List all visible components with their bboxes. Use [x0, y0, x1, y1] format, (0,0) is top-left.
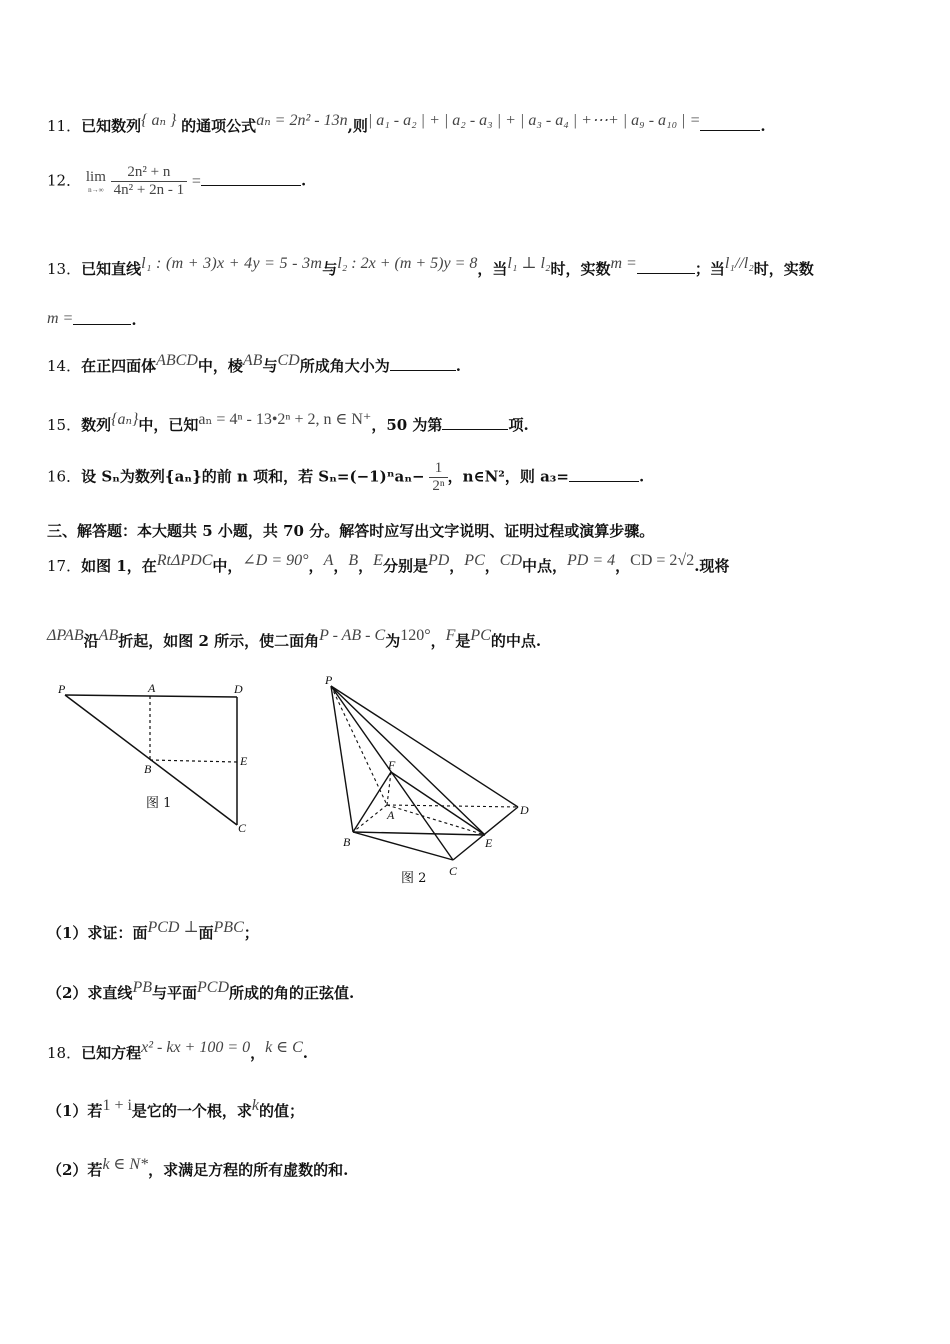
label-P: P [58, 682, 66, 696]
answer-blank[interactable] [569, 467, 639, 482]
q14-text: 与 [262, 357, 278, 375]
edge-AB [353, 805, 387, 832]
q17-math: PC [470, 627, 491, 644]
q12-num: 12． [47, 171, 82, 190]
q15-text: 中，已知 [138, 416, 199, 434]
q16-text: 设 Sₙ为数列{aₙ}的前 n 项和，若 Sₙ=(−1)ⁿaₙ− [81, 467, 425, 486]
q16-num: 16． [47, 467, 82, 486]
q17-math: E [373, 552, 383, 569]
q17-num: 17． [47, 557, 82, 575]
q13-end: . [131, 311, 137, 329]
edge-BE [150, 760, 237, 762]
q17-math: 120° [400, 627, 431, 644]
q14-end: . [455, 357, 461, 375]
q17-math: CD [499, 552, 522, 569]
q17-math: P - AB - C [319, 627, 386, 644]
q11-math: aₙ = 2n² - 13n [256, 112, 348, 129]
q18-text: 已知方程 [81, 1044, 142, 1062]
q17-text: 分别是 [382, 557, 428, 575]
answer-blank[interactable] [201, 171, 301, 186]
q14-text: 在正四面体 [81, 357, 157, 375]
q11 [47, 112, 766, 136]
q13-num: 13． [47, 260, 82, 278]
q15-num: 15． [47, 416, 82, 434]
q14-num: 14． [47, 357, 82, 375]
q18-num: 18． [47, 1044, 82, 1062]
q17-math: PCD [197, 979, 230, 996]
label-C: C [238, 821, 247, 835]
label-A: A [387, 808, 395, 822]
q15-math: aₙ = 4ⁿ - 13•2ⁿ + 2, n ∈ N⁺ [198, 411, 372, 428]
answer-blank[interactable] [637, 259, 695, 274]
lim-sub: n→∞ [88, 186, 104, 194]
edge-FE [391, 772, 485, 835]
q17-math: PC [464, 552, 485, 569]
q13-math: m = [610, 255, 637, 272]
lim-label: lim [85, 169, 106, 185]
answer-blank[interactable] [390, 356, 456, 371]
q17-text: 沿 [83, 632, 99, 650]
q15-math: {aₙ} [111, 411, 139, 428]
label-B: B [343, 835, 351, 849]
q17-math: PBC [213, 919, 244, 936]
q16-fraction [429, 460, 447, 495]
frac-den: 2ⁿ [432, 478, 445, 494]
q18-text: 是它的一个根，求 [131, 1102, 252, 1120]
figure-2 [315, 672, 545, 887]
q18-part1 [47, 1097, 305, 1121]
q17-math: PD = 4 [567, 552, 616, 569]
q13-line2 [47, 310, 137, 330]
q13-text: 时，实数 [550, 260, 611, 278]
q14-math: CD [277, 352, 300, 369]
q17-text: 中， [212, 557, 243, 575]
q17-text: ， [308, 557, 324, 575]
q17-text: 是 [455, 632, 471, 650]
q15-text: 数列 [81, 416, 112, 434]
q15 [47, 411, 529, 435]
q18-text: （1）若 [47, 1102, 103, 1120]
q17-text: ； [243, 924, 259, 942]
q17-math: RtΔPDC [156, 552, 213, 569]
q16 [47, 460, 644, 495]
label-A: A [148, 681, 156, 695]
q17-text: 为 [385, 632, 401, 650]
frac-num: 2n² + n [111, 164, 187, 182]
q18-math: 1 + i [102, 1097, 132, 1114]
q17-math: A [323, 552, 334, 569]
q18-text: （2）若 [47, 1161, 103, 1179]
section-heading: 三、解答题：本大题共 5 小题，共 70 分。解答时应写出文字说明、证明过程或演算步骤。 [47, 522, 655, 540]
edge-BC [353, 832, 453, 860]
q17-math: CD = 2√2 [630, 552, 695, 569]
answer-blank[interactable] [442, 415, 508, 430]
edge-PB [331, 686, 353, 832]
q17-math: AB [98, 627, 119, 644]
q17-text: ， [615, 557, 631, 575]
label-F: F [388, 758, 396, 772]
q11-text: 的通项公式 [181, 117, 257, 135]
q12-eq: = [191, 172, 201, 190]
q17-math: F [445, 627, 456, 644]
label-B: B [144, 762, 152, 776]
q17-text: ， [484, 557, 500, 575]
q17-text: ， [333, 557, 349, 575]
q17 [47, 552, 730, 576]
label-E: E [485, 836, 493, 850]
q14-math: ABCD [156, 352, 198, 369]
q17-math: PB [132, 979, 152, 996]
edge-PE [331, 686, 485, 835]
q17-math: PCD ⊥ [147, 919, 199, 936]
q13-math: l₁//l₂ [724, 255, 754, 272]
q12-lim [86, 169, 106, 194]
q13-text: 与 [322, 260, 338, 278]
q18 [47, 1039, 309, 1063]
q17-text: ， [358, 557, 374, 575]
answer-blank[interactable] [700, 116, 760, 131]
caption-fig1: 图 1 [146, 796, 172, 811]
label-C: C [449, 864, 458, 878]
q18-math: k [251, 1097, 260, 1114]
q11-end: . [760, 117, 766, 135]
q12 [47, 164, 306, 199]
q16-end: . [638, 467, 645, 486]
answer-blank[interactable] [73, 310, 131, 325]
q11-num: 11． [47, 117, 82, 135]
q18-text: ， [250, 1044, 266, 1062]
q17-math: PD [427, 552, 450, 569]
q17-text: 面 [198, 924, 214, 942]
q17-text: 中点， [522, 557, 568, 575]
q17-text: .现将 [694, 557, 730, 575]
caption-fig2: 图 2 [401, 871, 427, 886]
q17-math: ∠D = 90° [242, 552, 309, 569]
edge-PD [65, 695, 237, 697]
q17-text: 的中点. [490, 632, 542, 650]
edge-AD [387, 805, 518, 807]
q16-text: ，n∈N²，则 a₃= [447, 467, 569, 486]
q18-math: k ∈ C [265, 1039, 303, 1056]
label-E: E [240, 754, 248, 768]
q17-text: （2）求直线 [47, 984, 133, 1002]
q13-text: ；当 [694, 260, 725, 278]
label-D: D [234, 682, 243, 696]
q11-math: { aₙ } [141, 112, 177, 129]
frac-num: 1 [429, 460, 447, 478]
q18-math: k ∈ N* [102, 1156, 149, 1173]
figure-1 [50, 675, 260, 845]
q17-math: ΔPAB [47, 627, 84, 644]
q18-math: x² - kx + 100 = 0 [141, 1039, 251, 1056]
edge-CD [453, 807, 518, 860]
q13-text: 时，实数 [753, 260, 814, 278]
q13-math: m = [47, 310, 74, 327]
q11-text: 已知数列 [81, 117, 142, 135]
q18-part2 [47, 1156, 349, 1180]
q13-text: 已知直线 [81, 260, 142, 278]
q17-text: 如图 1，在 [81, 557, 157, 575]
q13-math: l₁ : (m + 3)x + 4y = 5 - 3m [141, 255, 323, 272]
frac-den: 4n² + 2n - 1 [113, 182, 185, 198]
q13-math: l₂ : 2x + (m + 5)y = 8 [337, 255, 478, 272]
q18-text: ，求满足方程的所有虚数的和. [148, 1161, 349, 1179]
q11-math: | a₁ - a₂ | + | a₂ - a₃ | + | a₃ - a₄ | +⋯+ | a₉ - a₁₀ | = [367, 112, 701, 129]
q17-part2 [47, 979, 355, 1003]
edge-BE [353, 832, 485, 835]
q14-math: AB [242, 352, 263, 369]
q17-text: ， [449, 557, 465, 575]
q13 [47, 255, 814, 279]
label-P: P [325, 673, 333, 687]
q17-text: 与平面 [152, 984, 198, 1002]
q15-text: 项. [508, 416, 529, 434]
q15-text: ，50 为第 [371, 416, 443, 434]
q18-end: . [302, 1044, 309, 1062]
q13-text: ，当 [477, 260, 508, 278]
q18-text: 的值； [259, 1102, 305, 1120]
q17-text: （1）求证：面 [47, 924, 148, 942]
q14 [47, 352, 461, 376]
q17-part1 [47, 919, 259, 943]
q17-math: B [348, 552, 359, 569]
q13-math: l₁ ⊥ l₂ [507, 255, 551, 272]
q14-text: 中，棱 [197, 357, 243, 375]
q12-end: . [300, 171, 307, 190]
label-D: D [520, 803, 529, 817]
q17-text: 所成的角的正弦值. [229, 984, 355, 1002]
q11-text: ,则 [347, 117, 368, 135]
q17-line2 [47, 627, 542, 651]
q14-text: 所成角大小为 [299, 357, 390, 375]
q12-fraction [111, 164, 187, 199]
q17-text: ， [430, 632, 446, 650]
q17-text: 折起，如图 2 所示，使二面角 [118, 632, 320, 650]
